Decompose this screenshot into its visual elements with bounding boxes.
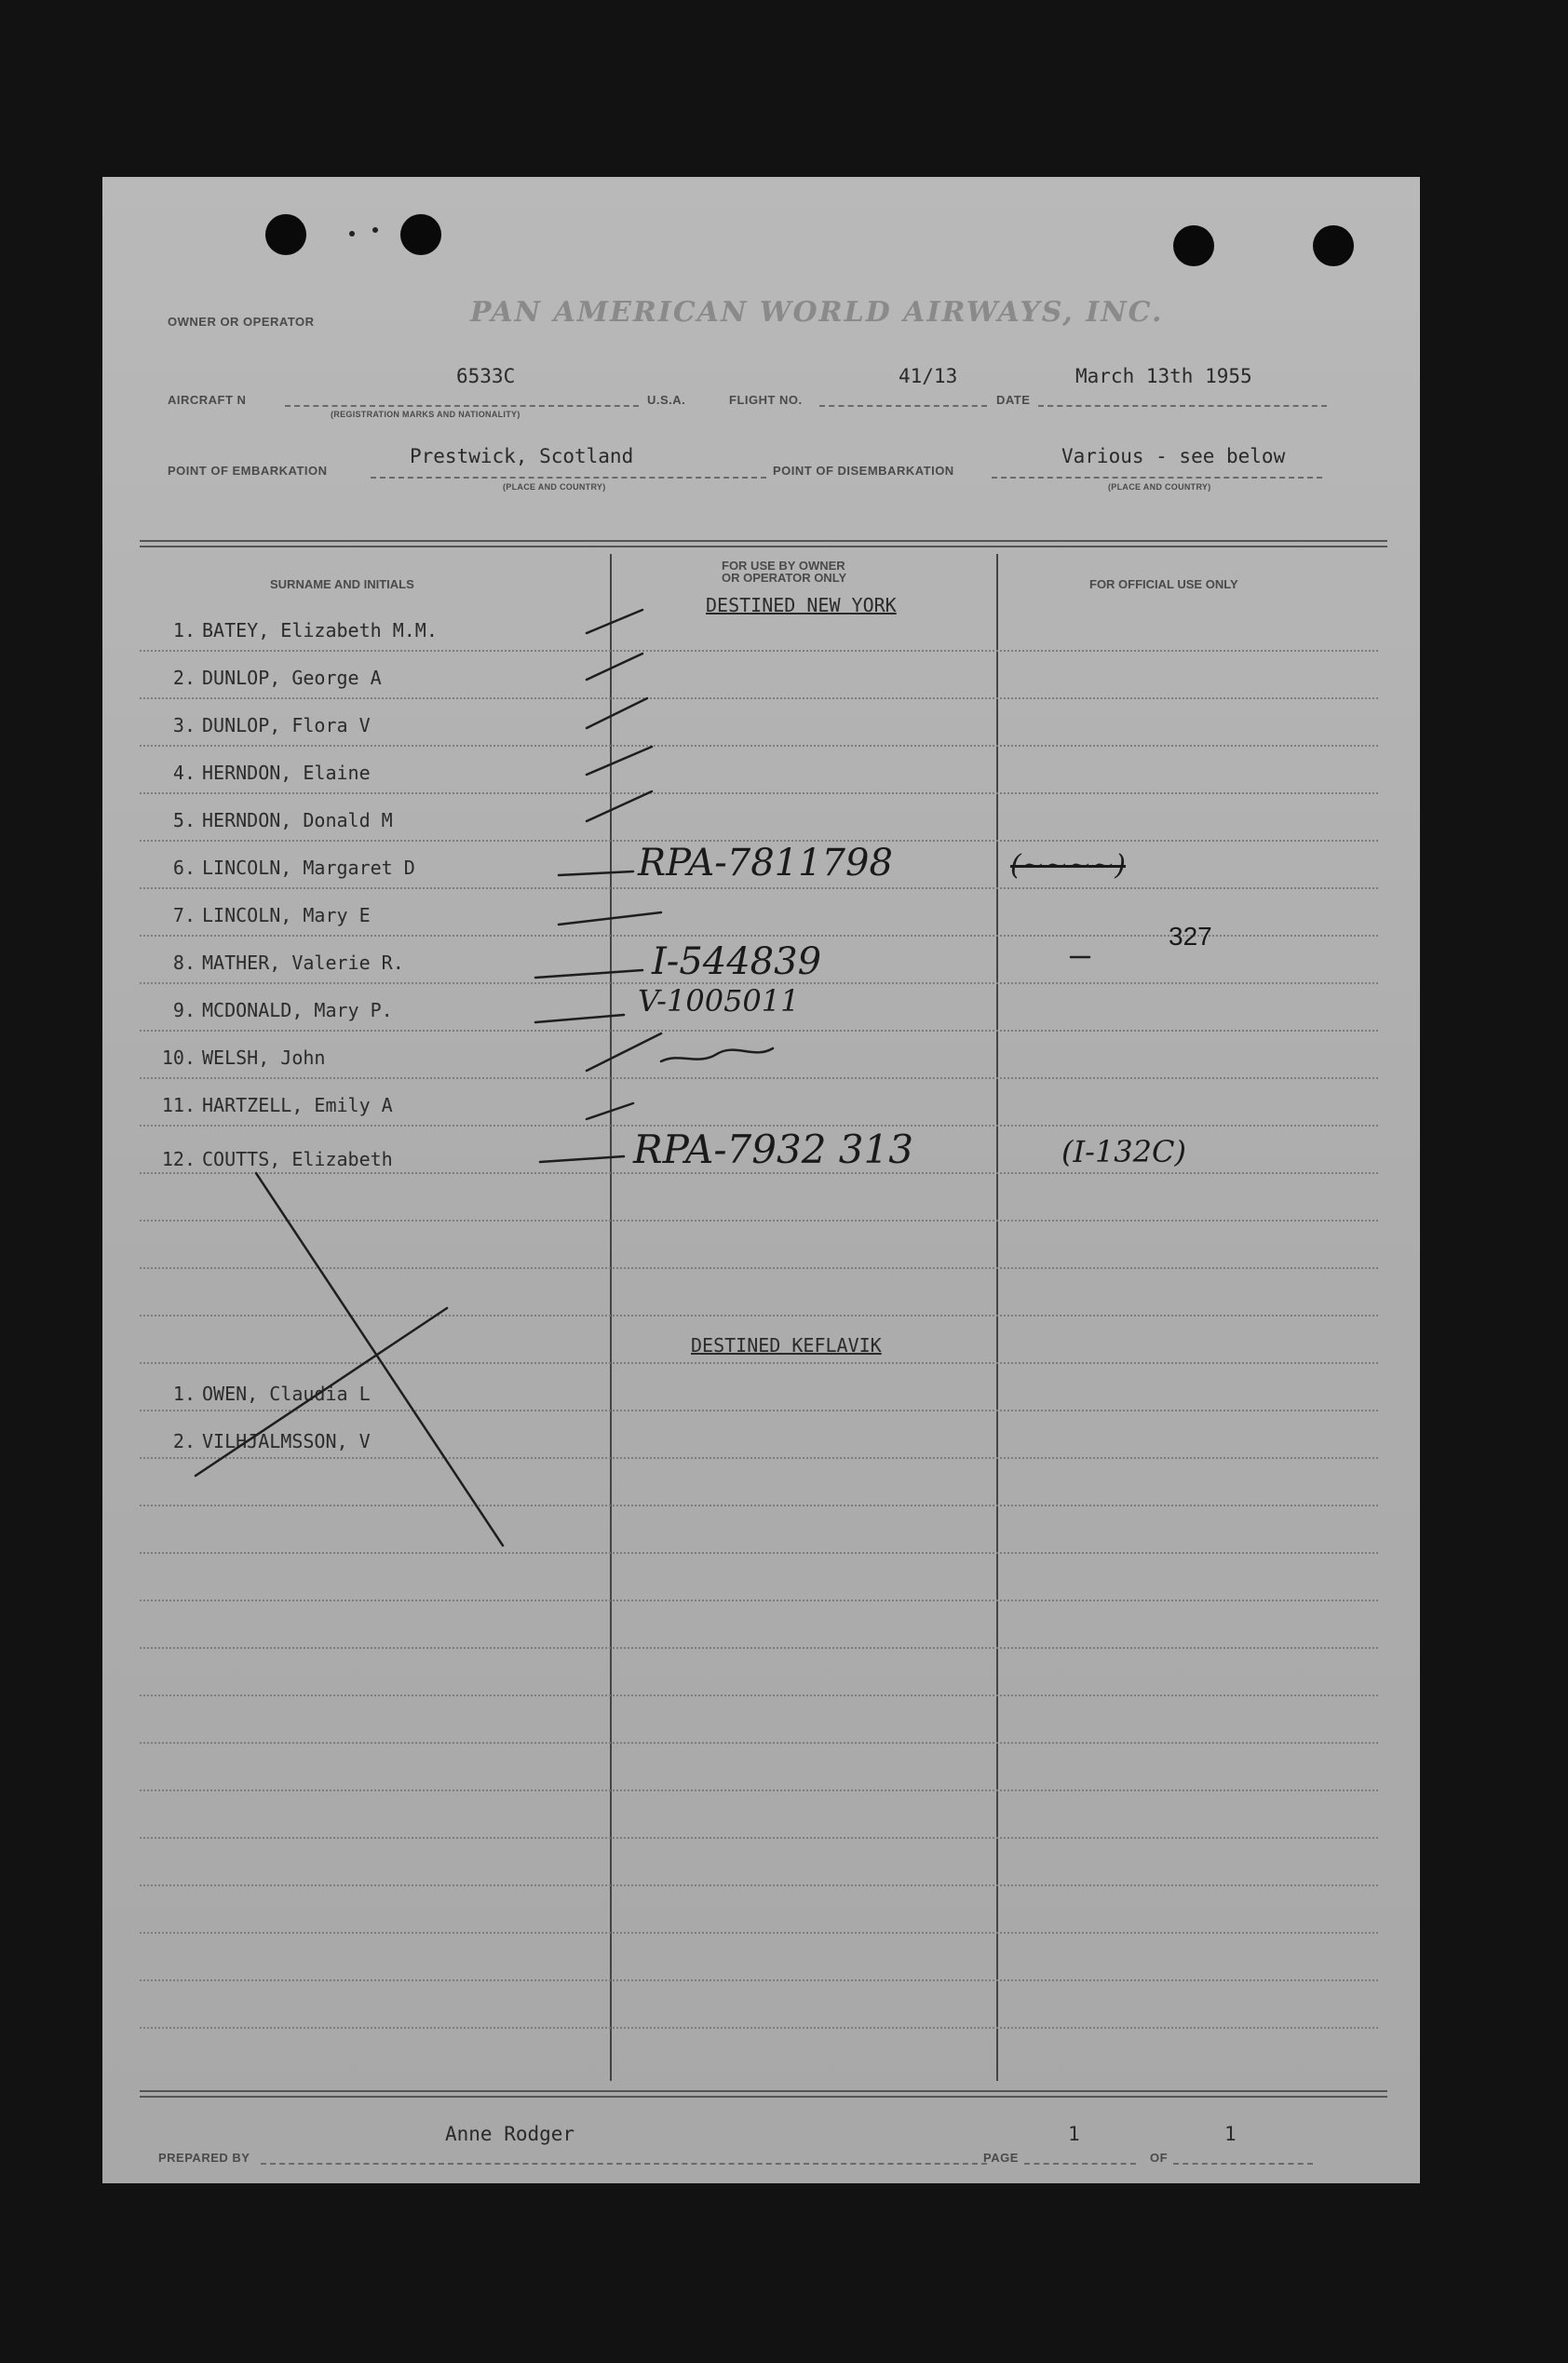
passenger-name: COUTTS, Elizabeth xyxy=(202,1148,393,1170)
row-number: 12. xyxy=(161,1148,196,1170)
disembark-sub: (PLACE AND COUNTRY) xyxy=(1108,482,1211,492)
table-bottom-rule xyxy=(140,2090,1387,2098)
tick-row10 xyxy=(587,1033,661,1071)
cross-out-line-2 xyxy=(196,1308,447,1476)
owner-label: OWNER OR OPERATOR xyxy=(168,315,315,329)
tick-row9 xyxy=(535,1015,624,1022)
embark-label: POINT OF EMBARKATION xyxy=(168,464,328,478)
handwritten-row6-note: (~~~~) xyxy=(1010,849,1126,882)
row-number: 1. xyxy=(172,1383,196,1405)
embark-value: Prestwick, Scotland xyxy=(410,445,634,467)
tick-row8 xyxy=(535,970,642,978)
scribble-row10 xyxy=(661,1048,773,1061)
tick-row7 xyxy=(559,912,661,925)
cross-out-line-1 xyxy=(256,1173,503,1546)
disembark-value: Various - see below xyxy=(1061,445,1286,467)
handwritten-row9: V-1005011 xyxy=(638,983,800,1019)
check-mark-row5 xyxy=(587,791,652,821)
handwritten-row12: RPA-7932 313 xyxy=(633,1127,913,1172)
row-number: 8. xyxy=(172,952,196,974)
passenger-name: HARTZELL, Emily A xyxy=(202,1094,393,1116)
row-number: 3. xyxy=(172,714,196,736)
row-number: 7. xyxy=(172,904,196,926)
aircraft-label: AIRCRAFT N xyxy=(168,393,247,407)
date-label: DATE xyxy=(996,393,1031,407)
embark-sub: (PLACE AND COUNTRY) xyxy=(503,482,606,492)
page-label: PAGE xyxy=(983,2151,1019,2165)
passenger-name: VILHJALMSSON, V xyxy=(202,1430,371,1452)
of-label: OF xyxy=(1150,2151,1169,2165)
passenger-name: DUNLOP, Flora V xyxy=(202,714,371,736)
tick-row6 xyxy=(559,871,633,875)
passenger-name: MCDONALD, Mary P. xyxy=(202,999,393,1021)
col-head-official: FOR OFFICIAL USE ONLY xyxy=(1089,577,1238,591)
disembark-label: POINT OF DISEMBARKATION xyxy=(773,464,954,478)
row-number: 6. xyxy=(172,857,196,879)
row-number: 2. xyxy=(172,667,196,689)
passenger-name: HERNDON, Donald M xyxy=(202,809,393,831)
passenger-name: BATEY, Elizabeth M.M. xyxy=(202,619,438,641)
handwritten-row8: I-544839 xyxy=(652,940,822,983)
page-underline xyxy=(1024,2163,1136,2165)
check-mark-row2 xyxy=(587,654,642,680)
row-number: 4. xyxy=(172,762,196,784)
handwritten-row6: RPA-7811798 xyxy=(638,842,893,884)
handwritten-row12-note: (I-132C) xyxy=(1061,1134,1186,1169)
flight-label: FLIGHT NO. xyxy=(729,393,803,407)
col-head-owner-2: OR OPERATOR ONLY xyxy=(722,571,847,585)
passenger-name: DUNLOP, George A xyxy=(202,667,382,689)
tick-row11 xyxy=(587,1103,633,1119)
row-number: 5. xyxy=(172,809,196,831)
passenger-name: LINCOLN, Mary E xyxy=(202,904,371,926)
col-head-owner-1: FOR USE BY OWNER xyxy=(722,559,845,573)
passenger-name: HERNDON, Elaine xyxy=(202,762,371,784)
passenger-name: WELSH, John xyxy=(202,1046,326,1069)
ink-strokes xyxy=(102,177,1420,2183)
section-keflavik: DESTINED KEFLAVIK xyxy=(691,1334,882,1357)
row-number: 11. xyxy=(161,1094,196,1116)
passenger-name: MATHER, Valerie R. xyxy=(202,952,404,974)
tick-row12 xyxy=(540,1156,624,1162)
airline-name: PAN AMERICAN WORLD AIRWAYS, INC. xyxy=(470,296,1164,329)
prepared-underline xyxy=(261,2163,987,2165)
page-value: 1 xyxy=(1068,2123,1080,2145)
row-number: 2. xyxy=(172,1430,196,1452)
usa-label: U.S.A. xyxy=(647,393,686,407)
row-number: 10. xyxy=(161,1046,196,1069)
prepared-label: PREPARED BY xyxy=(158,2151,250,2165)
section-new-york: DESTINED NEW YORK xyxy=(706,594,897,616)
row-number: 1. xyxy=(172,619,196,641)
aircraft-sub: (REGISTRATION MARKS AND NATIONALITY) xyxy=(331,410,520,419)
of-underline xyxy=(1173,2163,1313,2165)
row-number: 9. xyxy=(172,999,196,1021)
passenger-name: OWEN, Claudia L xyxy=(202,1383,371,1405)
check-mark-row4 xyxy=(587,747,652,775)
col-head-surname: SURNAME AND INITIALS xyxy=(270,577,414,591)
check-mark-row1 xyxy=(587,610,642,633)
prepared-value: Anne Rodger xyxy=(445,2123,575,2145)
of-value: 1 xyxy=(1224,2123,1237,2145)
aircraft-value: 6533C xyxy=(456,365,516,387)
manifest-document xyxy=(102,177,1420,2183)
check-mark-row3 xyxy=(587,698,647,728)
date-value: March 13th 1955 xyxy=(1075,365,1252,387)
passenger-name: LINCOLN, Margaret D xyxy=(202,857,415,879)
flight-value: 41/13 xyxy=(899,365,958,387)
official-number-327: 327 xyxy=(1169,922,1212,951)
